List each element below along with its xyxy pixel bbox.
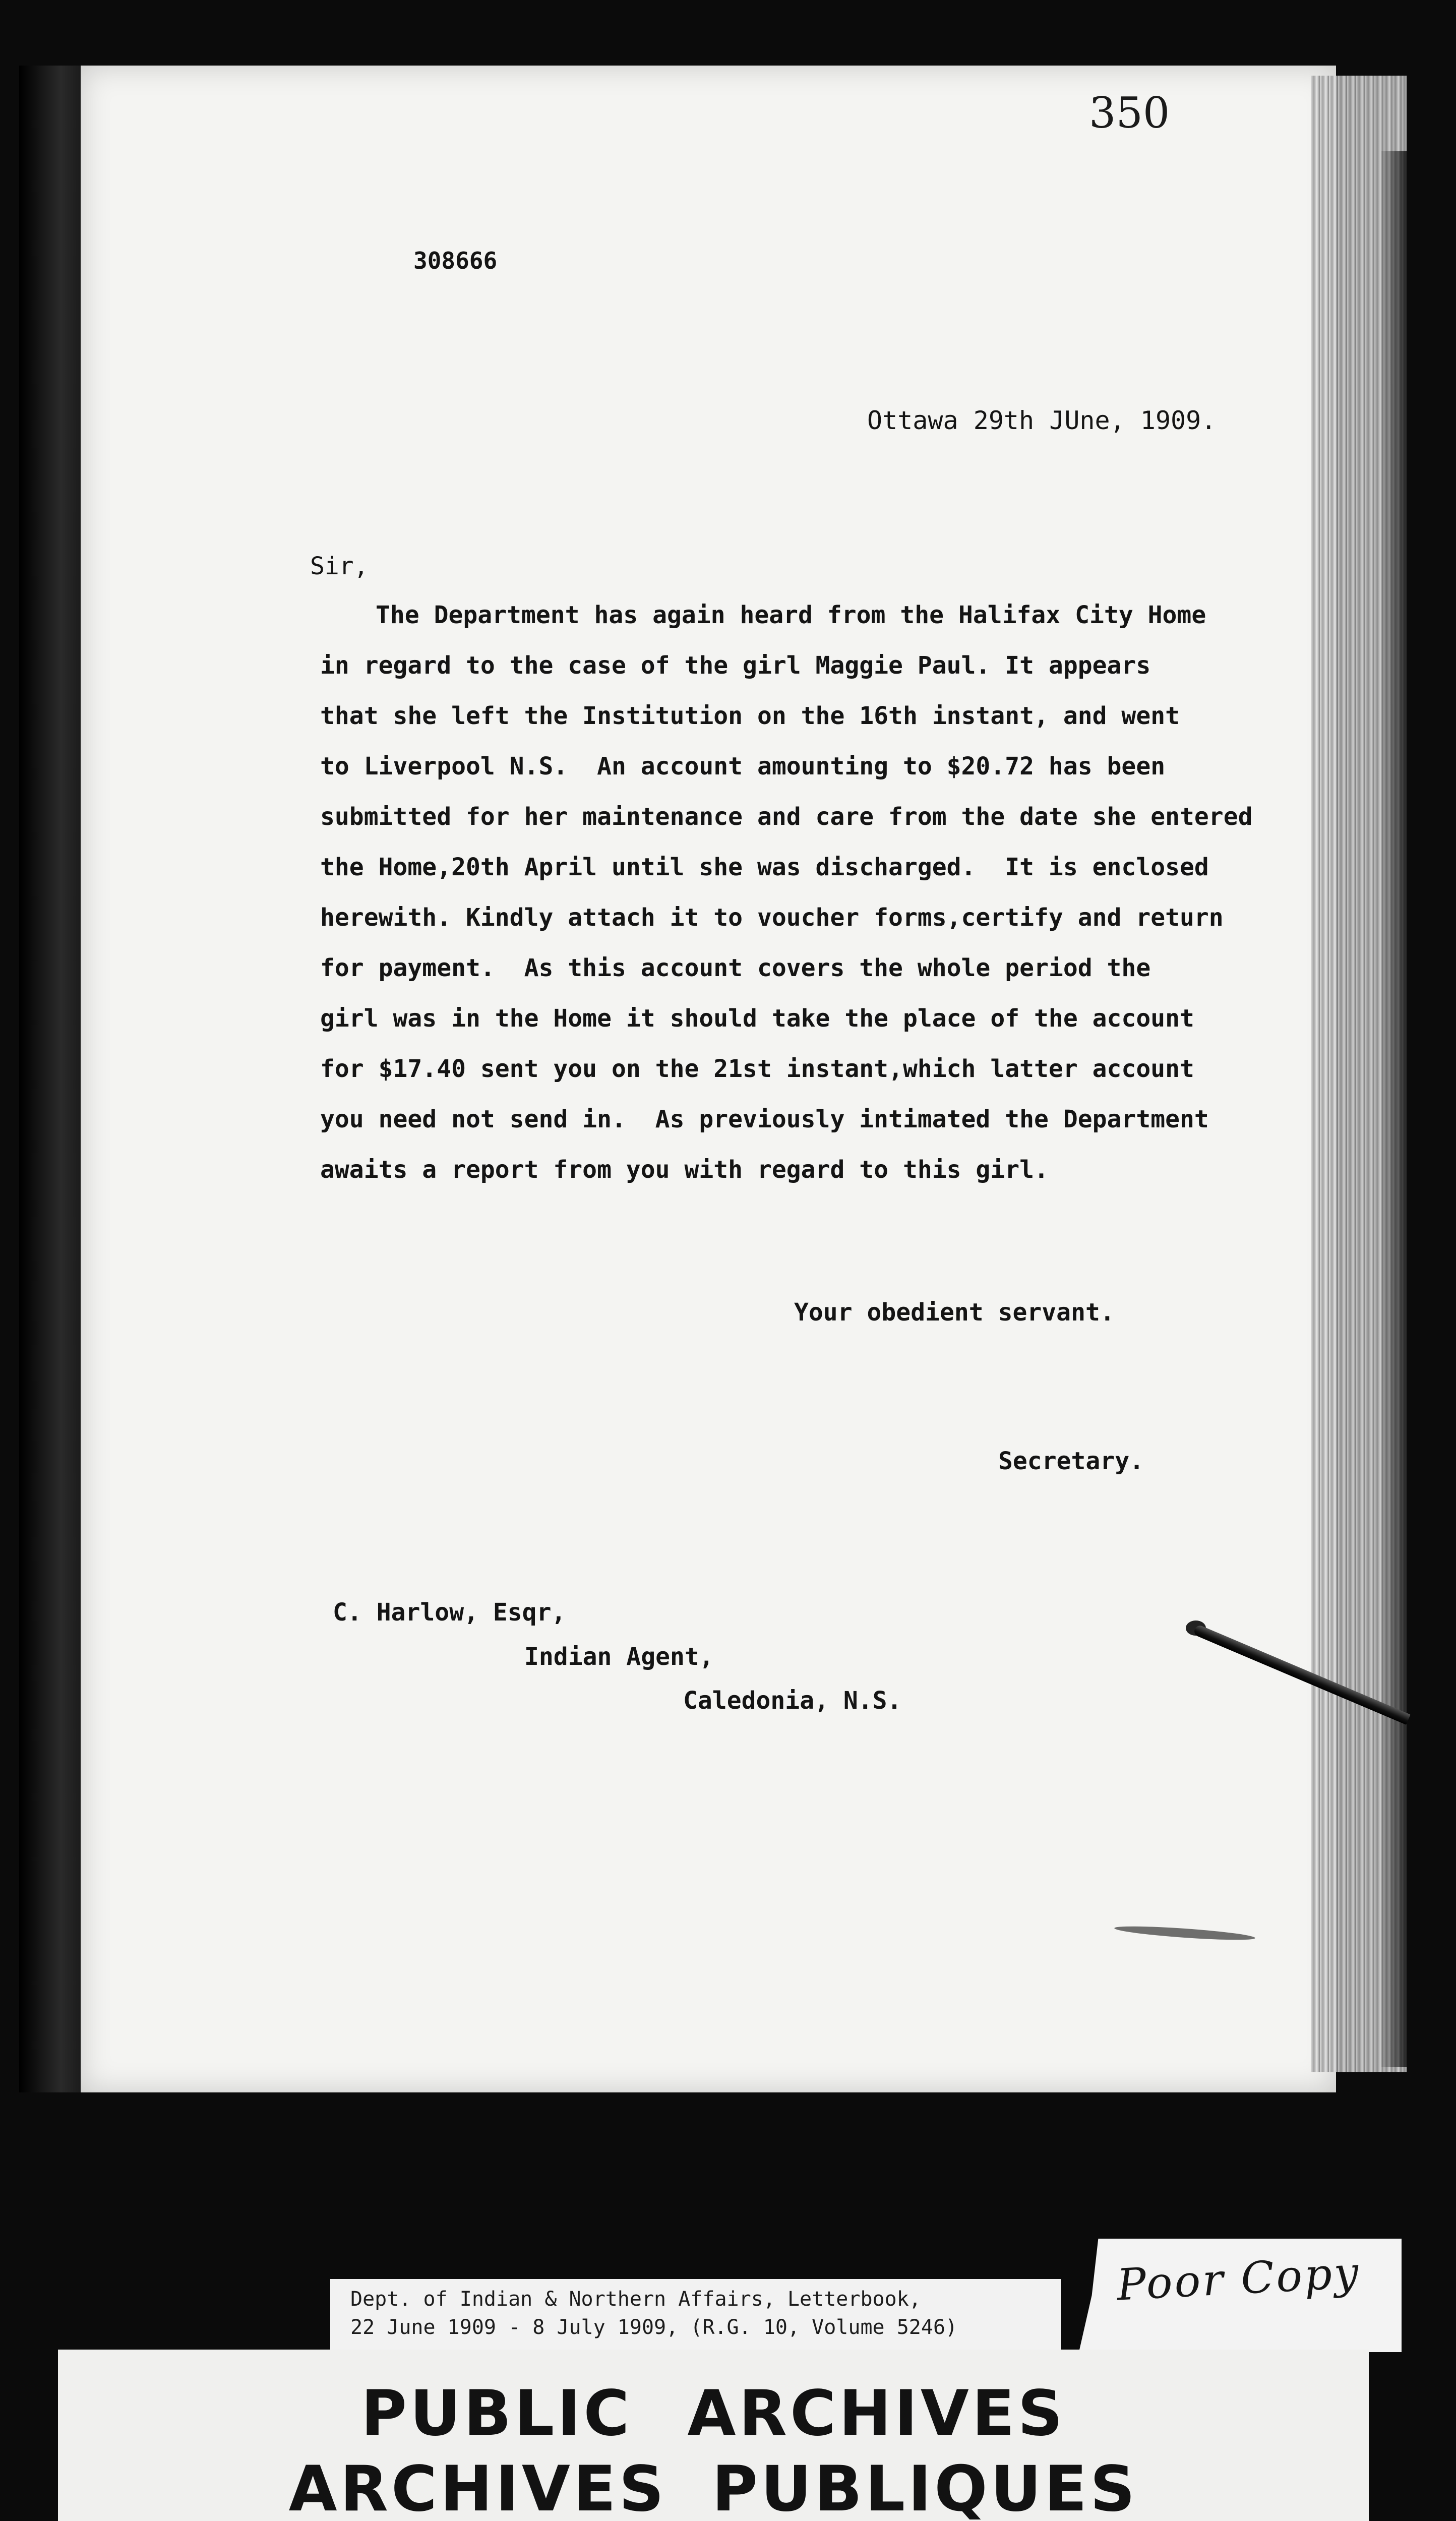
page-edges-shadow — [1381, 151, 1407, 2067]
source-label — [330, 2279, 1061, 2350]
archive-stamp-line: ARCHIVES PUBLIQUES — [288, 2453, 1138, 2521]
body-line: the Home,20th April until she was discharged. It is enclosed — [320, 853, 1209, 881]
body-line: submitted for her maintenance and care from the date she entered — [320, 803, 1253, 831]
dateline: Ottawa 29th JUne, 1909. — [867, 406, 1217, 435]
file-number: 308666 — [413, 247, 498, 274]
letter-body — [320, 590, 1328, 1195]
body-line: you need not send in. As previously intimated the Department — [320, 1105, 1209, 1133]
closing: Your obedient servant. — [794, 1298, 1115, 1327]
body-line: awaits a report from you with regard to this girl. — [320, 1156, 1049, 1184]
salutation: Sir, — [310, 552, 369, 580]
page-number: 350 — [1089, 88, 1170, 138]
signature-title: Secretary. — [998, 1447, 1144, 1475]
archive-stamp — [58, 2350, 1369, 2521]
addressee-title: Indian Agent, — [524, 1643, 714, 1671]
body-line: that she left the Institution on the 16th instant, and went — [320, 702, 1180, 730]
body-line: The Department has again heard from the Halifax City Home — [376, 601, 1206, 629]
addressee-name: C. Harlow, Esqr, — [333, 1598, 566, 1627]
body-line: to Liverpool N.S. An account amounting to $20.72 has been — [320, 752, 1166, 781]
source-label-line: Dept. of Indian & Northern Affairs, Letterbook, — [350, 2288, 921, 2311]
source-label-line: 22 June 1909 - 8 July 1909, (R.G. 10, Volume 5246) — [350, 2316, 958, 2339]
body-line: for $17.40 sent you on the 21st instant,which latter account — [320, 1055, 1194, 1083]
handwritten-note: Poor Copy — [1115, 2247, 1362, 2311]
addressee-location: Caledonia, N.S. — [683, 1687, 902, 1715]
body-line: herewith. Kindly attach it to voucher forms,certify and return — [320, 904, 1224, 932]
archive-stamp-line: PUBLIC ARCHIVES — [361, 2377, 1066, 2450]
body-line: girl was in the Home it should take the place of the account — [320, 1004, 1194, 1033]
body-line: for payment. As this account covers the whole period the — [320, 954, 1151, 982]
body-line: in regard to the case of the girl Maggie Paul. It appears — [320, 651, 1151, 680]
